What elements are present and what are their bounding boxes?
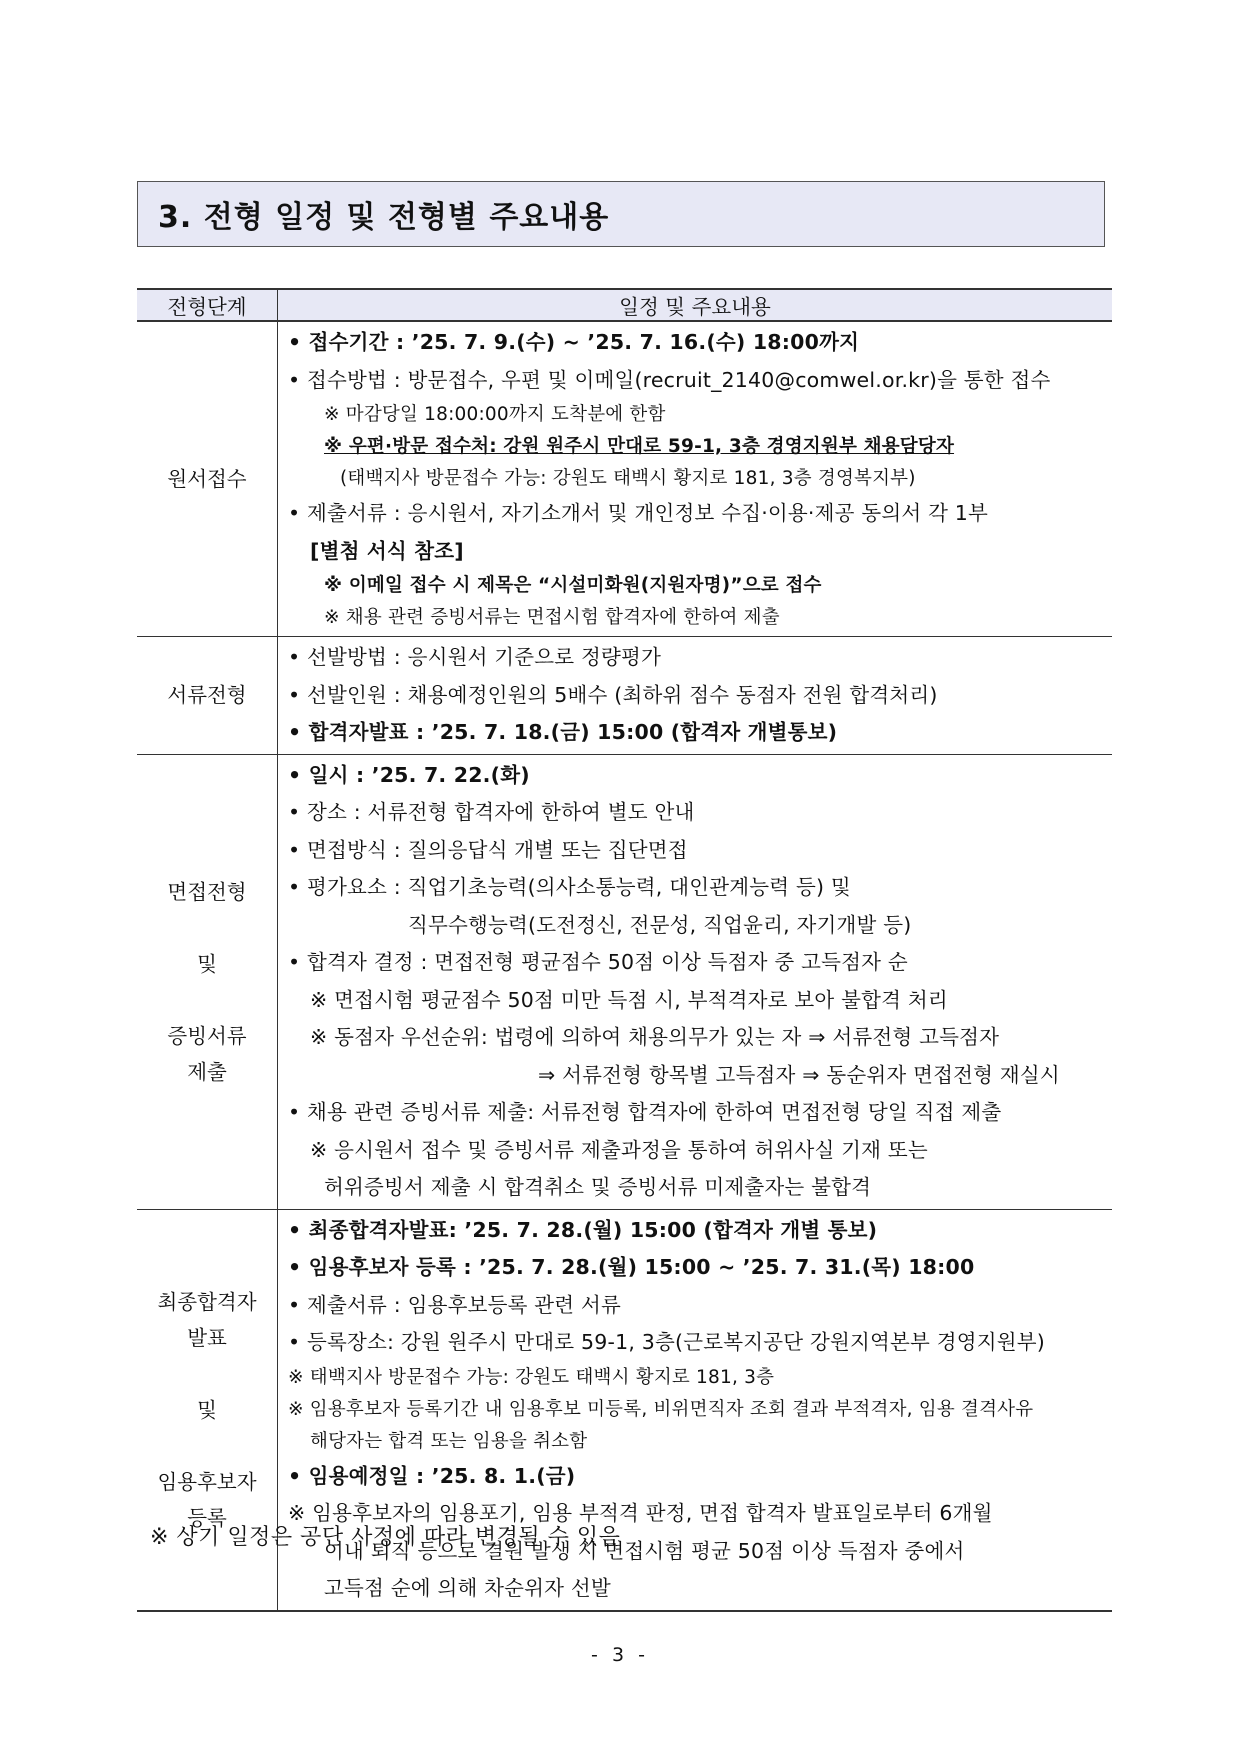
content-line: • 접수기간 : ’25. 7. 9.(수) ~ ’25. 7. 16.(수) 18:00까지 (288, 324, 1112, 362)
page-number: - 3 - (591, 1644, 649, 1666)
content-line: • 제출서류 : 임용후보등록 관련 서류 (288, 1287, 1112, 1325)
stage-label: 증빙서류 (167, 1023, 247, 1048)
content-line: 고득점 순에 의해 차순위자 선발 (324, 1576, 611, 1600)
content-line: ⇒ 서류전형 항목별 고득점자 ⇒ 동순위자 면접전형 재실시 (538, 1062, 1060, 1087)
content-line: • 장소 : 서류전형 합격자에 한하여 별도 안내 (288, 794, 1112, 832)
content-line: ※ 태백지사 방문접수 가능: 강원도 태백시 황지로 181, 3층 (288, 1366, 775, 1388)
stage-cell (137, 637, 278, 755)
content-line: • 제출서류 : 응시원서, 자기소개서 및 개인정보 수집·이용·제공 동의서 각 1부 (288, 495, 1112, 533)
table-body (137, 321, 1112, 1611)
content-line: ※ 임용후보자의 임용포기, 임용 부적격 판정, 면접 합격자 발표일로부터 6개월 (288, 1501, 993, 1525)
content-line: ※ 채용 관련 증빙서류는 면접시험 합격자에 한하여 제출 (324, 607, 780, 628)
stage-label: 발표 (187, 1325, 227, 1350)
content-line: ※ 면접시험 평균점수 50점 미만 득점 시, 부적격자로 보아 불합격 처리 (310, 987, 948, 1012)
stage-label (137, 910, 277, 946)
content-line: ※ 임용후보자 등록기간 내 임용후보 미등록, 비위면직자 조회 결과 부적격자, 임용 결격사유 (288, 1398, 1034, 1420)
header-stage: 전형단계 (137, 289, 278, 321)
content-line: • 선발인원 : 채용예정인원의 5배수 (최하위 점수 동점자 전원 합격처리) (288, 677, 1112, 715)
stage-label: 및 (197, 1397, 217, 1422)
stage-label: 최종합격자 (157, 1289, 257, 1314)
stage-label: 임용후보자 (157, 1469, 257, 1494)
content-line: 허위증빙서 제출 시 합격취소 및 증빙서류 미제출자는 불합격 (324, 1175, 872, 1199)
table-row (137, 754, 1112, 1209)
stage-label: 제출 (187, 1059, 227, 1084)
table-header-row (137, 289, 1112, 321)
content-line: ※ 응시원서 접수 및 증빙서류 제출과정을 통하여 허위사실 기재 또는 (310, 1137, 928, 1162)
content-cell (278, 754, 1113, 1209)
footnote: ※ 상기 일정은 공단 사정에 따라 변경될 수 있음 (150, 1525, 621, 1550)
content-line: • 평가요소 : 직업기초능력(의사소통능력, 대인관계능력 등) 및 (288, 869, 1112, 907)
content-line: • 합격자 결정 : 면접전형 평균점수 50점 이상 득점자 중 고득점자 순 (288, 944, 1112, 982)
stage-label: 및 (197, 951, 217, 976)
content-line: • 선발방법 : 응시원서 기준으로 정량평가 (288, 639, 1112, 677)
content-line: (태백지사 방문접수 가능: 강원도 태백시 황지로 181, 3층 경영복지부) (340, 468, 916, 489)
content-line: ※ 우편·방문 접수처: 강원 원주시 만대로 59-1, 3층 경영지원부 채용담당자 (324, 436, 955, 457)
stage-label (137, 982, 277, 1018)
schedule-table (137, 288, 1112, 1612)
content-line: • 임용후보자 등록 : ’25. 7. 28.(월) 15:00 ~ ’25. 7. 31.(목) 18:00 (288, 1249, 1112, 1287)
content-line: • 합격자발표 : ’25. 7. 18.(금) 15:00 (합격자 개별통보) (288, 714, 1112, 752)
stage-label (137, 1356, 277, 1392)
stage-label: 원서접수 (167, 467, 247, 491)
table-row (137, 321, 1112, 637)
content-line: 직무수행능력(도전정신, 전문성, 직업윤리, 자기개발 등) (408, 912, 912, 937)
stage-cell (137, 321, 278, 637)
section-title: 3. 전형 일정 및 전형별 주요내용 (137, 181, 1105, 247)
content-line: • 면접방식 : 질의응답식 개별 또는 집단면접 (288, 832, 1112, 870)
schedule-table-wrap (137, 288, 1112, 1612)
stage-cell (137, 754, 278, 1209)
content-line: [별첨 서식 참조] (310, 538, 464, 563)
header-content: 일정 및 주요내용 (278, 289, 1113, 321)
content-line: • 임용예정일 : ’25. 8. 1.(금) (288, 1458, 1112, 1496)
table-row (137, 637, 1112, 755)
content-line: • 등록장소: 강원 원주시 만대로 59-1, 3층(근로복지공단 강원지역본부 경영지원부) (288, 1324, 1112, 1362)
content-line: 이내 퇴직 등으로 결원 발생 시 면접시험 평균 50점 이상 득점자 중에서 (324, 1538, 965, 1563)
stage-label (137, 1428, 277, 1464)
content-cell (278, 321, 1113, 637)
content-line: • 접수방법 : 방문접수, 우편 및 이메일(recruit_2140@comwel.or.kr)을 통한 접수 (288, 362, 1112, 400)
stage-label: 서류전형 (167, 683, 247, 708)
content-line: • 채용 관련 증빙서류 제출: 서류전형 합격자에 한하여 면접전형 당일 직접 제출 (288, 1094, 1112, 1132)
content-line: ※ 이메일 접수 시 제목은 “시설미화원(지원자명)”으로 접수 (324, 575, 822, 596)
stage-label: 면접전형 (167, 879, 247, 904)
content-line: 해당자는 합격 또는 임용을 취소함 (310, 1430, 588, 1452)
stage-label: 등록 (187, 1505, 227, 1530)
content-line: ※ 동점자 우선순위: 법령에 의하여 채용의무가 있는 자 ⇒ 서류전형 고득점자 (310, 1025, 1000, 1049)
content-cell (278, 637, 1113, 755)
content-line: • 최종합격자발표: ’25. 7. 28.(월) 15:00 (합격자 개별 통보) (288, 1212, 1112, 1250)
content-line: ※ 마감당일 18:00:00까지 도착분에 한함 (324, 404, 666, 425)
content-line: • 일시 : ’25. 7. 22.(화) (288, 757, 1112, 795)
